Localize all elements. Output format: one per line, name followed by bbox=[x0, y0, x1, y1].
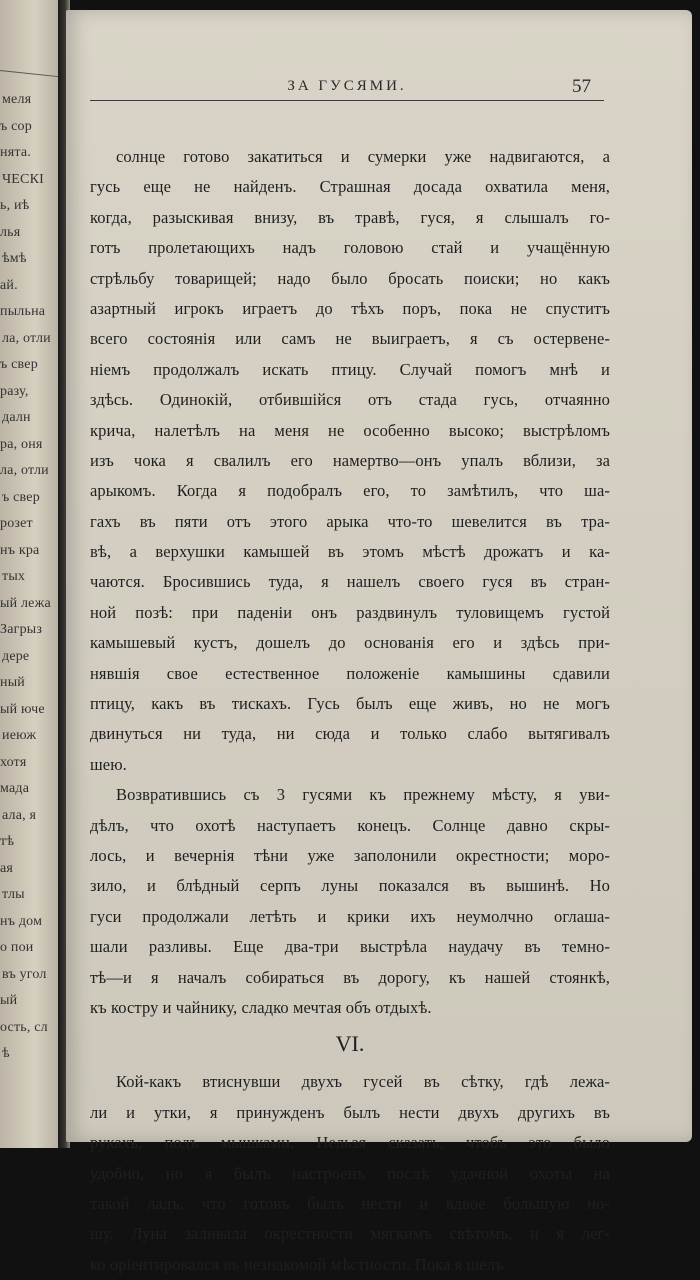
left-page-fragment: ъ свер bbox=[2, 489, 40, 505]
text-line: шу. Луна заливала окрестности мягкимъ свѣтомъ, и я лег- bbox=[90, 1224, 610, 1244]
left-page-fragment: ра, оня bbox=[0, 436, 43, 452]
text-line: всего состоянія или самъ не выиграетъ, я съ остервене- bbox=[90, 329, 610, 349]
text-line: дѣлъ, что охотѣ наступаетъ конецъ. Солнце давно скры- bbox=[90, 815, 610, 835]
section-heading: VI. bbox=[335, 1031, 365, 1057]
paragraph bbox=[90, 780, 610, 1023]
left-page-fragment: нъ дом bbox=[0, 913, 43, 929]
left-page-fragment: ѣмѣ bbox=[2, 251, 27, 266]
left-page-fragment: ь, иѣ bbox=[0, 198, 30, 213]
paragraph bbox=[90, 142, 610, 780]
left-page-fragment: разу, bbox=[0, 383, 29, 399]
left-page-fragment: хотя bbox=[0, 754, 27, 770]
left-page-fragment: пыльна bbox=[0, 304, 46, 319]
text-line: шею. bbox=[90, 754, 127, 774]
left-page-fragment: тлы bbox=[2, 887, 25, 902]
book-page bbox=[66, 10, 692, 1274]
left-page-fragment: ЧЕСКІ bbox=[2, 171, 44, 187]
paragraph bbox=[90, 1067, 610, 1280]
text-line: такой ладъ, что готовъ былъ нести и вдвое большую но- bbox=[90, 1193, 610, 1213]
running-head bbox=[90, 74, 604, 101]
left-page-fragment: ный bbox=[0, 675, 25, 690]
text-line: когда, разыскивая внизу, въ травѣ, гуся, я слышалъ го- bbox=[90, 207, 610, 227]
left-page-fragment: ай. bbox=[0, 277, 18, 293]
left-page-fragment: меля bbox=[2, 92, 32, 107]
text-line: лось, и вечернія тѣни уже заполонили окрестности; моро- bbox=[90, 845, 610, 865]
text-line: къ костру и чайнику, сладко мечтая объ отдыхѣ. bbox=[90, 997, 432, 1017]
left-page-fragment: Загрыз bbox=[0, 622, 43, 637]
body-text bbox=[90, 142, 610, 1280]
left-page-fragment: ый юче bbox=[0, 701, 45, 717]
running-head-title: ЗА ГУСЯМИ. bbox=[287, 78, 407, 94]
text-line: гуси продолжали летѣть и крики ихъ неумолчно оглаша- bbox=[90, 906, 610, 926]
left-page-fragment: лья bbox=[0, 224, 21, 240]
left-page-fragment: ый bbox=[0, 993, 18, 1008]
text-line: гусь еще не найденъ. Страшная досада охватила меня, bbox=[90, 177, 610, 197]
text-line: гахъ въ пяти отъ этого арыка что-то шевелится въ тра- bbox=[90, 511, 610, 531]
text-line: крича, налетѣлъ на меня не особенно высоко; выстрѣломъ bbox=[90, 420, 610, 440]
text-line: камышевый кустъ, дошелъ до основанія его и здѣсь при- bbox=[90, 633, 610, 653]
left-page-fragment: дере bbox=[2, 648, 30, 664]
text-line: здѣсь. Одинокій, отбившійся отъ стада гусь, отчаянно bbox=[90, 390, 610, 410]
text-line: двинуться ни туда, ни сюда и только слабо вытягивалъ bbox=[90, 724, 610, 744]
page-number: 57 bbox=[572, 76, 591, 97]
left-page-fragment: иеюж bbox=[2, 728, 37, 743]
text-line: тѣ—и я началъ собираться въ дорогу, къ нашей стоянкѣ, bbox=[90, 967, 610, 987]
text-line: птицу, какъ въ тискахъ. Гусь былъ еще живъ, но не могъ bbox=[90, 694, 610, 714]
left-page-fragment: мада bbox=[0, 781, 30, 796]
left-page-fragment: далн bbox=[2, 410, 31, 425]
left-page-fragment: ала, я bbox=[2, 807, 37, 823]
text-line: вѣ, а верхушки камышей въ этомъ мѣстѣ дрожатъ и ка- bbox=[90, 542, 610, 562]
left-page-fragment: въ угол bbox=[2, 966, 47, 982]
left-page-fragment: нъ кра bbox=[0, 542, 40, 558]
text-line: рукахъ, подъ мышками. Нельзя сказать, чтобъ это было bbox=[90, 1133, 610, 1153]
left-page-fragment: розет bbox=[0, 516, 33, 531]
text-line: ли и утки, я принужденъ былъ нести двухъ другихъ въ bbox=[90, 1102, 610, 1122]
left-page-fragment: ла, отли bbox=[0, 463, 49, 478]
text-line: удобно, но я былъ настроенъ послѣ удачной охоты на bbox=[90, 1163, 610, 1183]
left-page-fragment: ая bbox=[0, 860, 14, 876]
text-line: арыкомъ. Когда я подобралъ его, то замѣтилъ, что ша- bbox=[90, 481, 610, 501]
left-page-edge bbox=[0, 0, 64, 1148]
text-line: ной позѣ: при паденіи онъ раздвинулъ туловищемъ густой bbox=[90, 602, 610, 622]
text-line: изъ чока я свалилъ его намертво—онъ упалъ вблизи, за bbox=[90, 450, 610, 470]
left-page-fragment: нята. bbox=[0, 145, 31, 160]
left-page-fragment: о пои bbox=[0, 940, 34, 955]
text-line: азартный игрокъ играетъ до тѣхъ поръ, пока не спуститъ bbox=[90, 298, 610, 318]
left-page-fragment: тѣ bbox=[0, 834, 15, 849]
text-line: шали разливы. Еще два-три выстрѣла наудачу въ темно- bbox=[90, 937, 610, 957]
text-line: солнце готово закатиться и сумерки уже надвигаются, а bbox=[116, 147, 610, 166]
left-page-fragment: ла, отли bbox=[2, 330, 51, 346]
text-line: чаются. Бросившись туда, я нашелъ своего гуся въ стран- bbox=[90, 572, 610, 592]
left-page-rule bbox=[0, 70, 64, 78]
left-page-fragment: ость, сл bbox=[0, 1019, 48, 1035]
left-page-fragment: тых bbox=[2, 569, 26, 584]
text-line: ніемъ продолжалъ искать птицу. Случай помогъ мнѣ и bbox=[90, 359, 610, 379]
text-line: стрѣльбу товарищей; надо было бросать поиски; но какъ bbox=[90, 268, 610, 288]
left-page-fragment: ый лежа bbox=[0, 595, 51, 611]
text-line: Возвратившись съ 3 гусями къ прежнему мѣсту, я уви- bbox=[116, 785, 610, 805]
text-line: Кой-какъ втиснувши двухъ гусей въ сѣтку, гдѣ лежа- bbox=[116, 1072, 610, 1092]
left-page-fragment: ѣ bbox=[2, 1046, 10, 1061]
text-line: нявшія свое естественное положеніе камышины сдавили bbox=[90, 663, 610, 683]
text-line: зило, и блѣдный серпъ луны показался въ вышинѣ. Но bbox=[90, 876, 610, 896]
left-page-fragment: ъ свер bbox=[0, 357, 38, 372]
text-line: готъ пролетающихъ надъ головою стай и учащённую bbox=[90, 238, 610, 258]
left-page-fragment: ъ сор bbox=[0, 118, 32, 134]
text-line: ко оріентировался въ незнакомой мѣстности. Пока я шелъ bbox=[90, 1254, 504, 1274]
